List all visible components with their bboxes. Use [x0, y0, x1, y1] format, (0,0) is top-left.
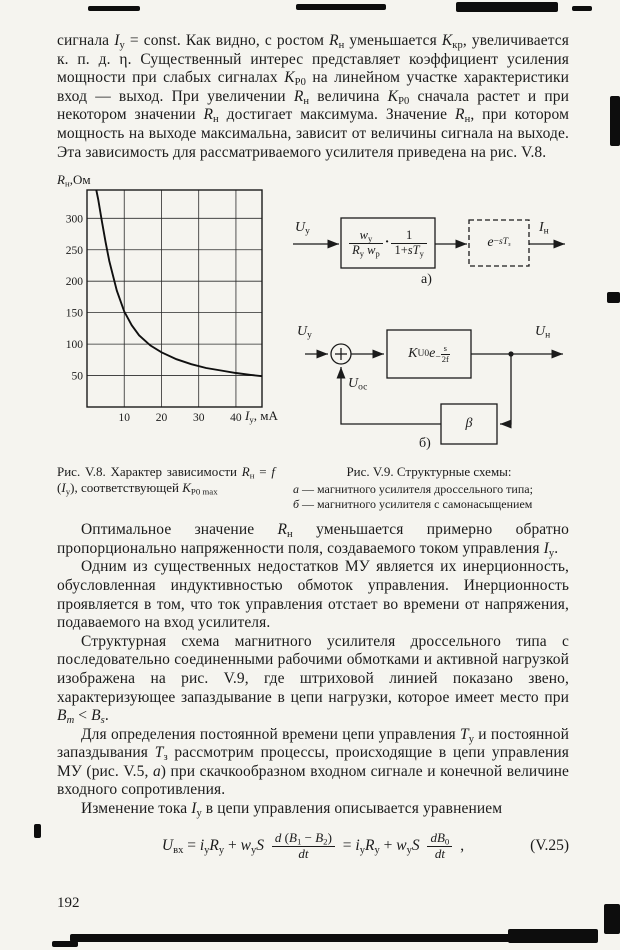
x-tick-label: 10	[118, 412, 130, 425]
fraction-numerator: $w_у$	[349, 229, 383, 244]
equation-comma: ,	[460, 836, 465, 854]
page-content	[57, 32, 569, 865]
captions-row	[57, 464, 569, 511]
feedback-signal-label: $U_{ос}$	[348, 376, 368, 393]
scan-artifact	[607, 292, 620, 303]
chart-y-axis-label: $R_н,Ом$	[57, 172, 91, 189]
equation-lhs: $U_{вх} = i_уR_у + w_уS$	[161, 836, 265, 856]
feedback-path-right	[500, 354, 511, 424]
y-tick-label: 150	[65, 307, 83, 320]
scan-artifact	[296, 4, 386, 10]
paragraph-6: Изменение тока $I_у$ в цепи управления описывается уравнением	[81, 800, 503, 819]
figure-v9-caption-title: Рис. V.9. Структурные схемы:	[346, 464, 512, 480]
fraction-numerator: $dB_0$	[427, 831, 452, 847]
scan-artifact	[508, 929, 598, 943]
x-tick-label: 30	[192, 412, 205, 425]
fraction-denominator: $R_у$ $w_р$	[352, 242, 380, 259]
paragraph-4: Структурная схема магнитного усилителя дроссельного типа с последовательно соединенными рабочими обмотками и активной нагрузкой изображена на рис. V.9, где штриховой линией показано звено, характеризующее запаздывание в цепи нагрузки, которое имеет место при $B_m < B_s$.	[57, 632, 569, 727]
x-tick-label: 40	[230, 412, 242, 425]
page-number: 192	[57, 895, 80, 911]
fraction	[391, 229, 426, 258]
diagram-a	[293, 208, 569, 294]
figure-v8-caption: Рис. V.8. Характер зависимости $R_н = f$ $(I_у)$, соответствующей $K_{Р0 max}$	[57, 464, 275, 497]
y-tick-label: 250	[65, 244, 83, 257]
beta-block: β	[465, 416, 473, 432]
input-signal-label: $U_у$	[295, 220, 310, 237]
scan-artifact	[604, 904, 620, 934]
figure-v8-graph	[57, 172, 278, 458]
fraction-numerator: d $(B_1 - B_2)$	[272, 831, 335, 847]
fraction-denominator: dt	[298, 845, 309, 861]
paragraph-5: Для определения постоянной времени цепи управления $T_у$ и постоянной запаздывания $T_з$ рассмотрим процессы, происходящие в цепи управления МУ (рис. V.5, а) при скачкообразном входном сигнале и конечной величине входного сопротивления.	[57, 725, 569, 799]
transfer-function-block	[341, 218, 435, 268]
y-tick-label: 200	[65, 276, 83, 289]
diagram-a-sublabel: а)	[421, 272, 432, 288]
equation-mid: = $i_уR_у + w_уS$	[342, 836, 420, 856]
chart-v8	[57, 172, 275, 434]
scan-artifact	[70, 934, 512, 942]
fraction-denominator: $1+sT_у$	[394, 242, 424, 259]
fraction	[349, 229, 383, 258]
x-tick-label: 20	[155, 412, 168, 425]
scan-artifact	[52, 941, 78, 947]
figure-v9-caption-item-a: а — магнитного усилителя дроссельного типа;	[293, 482, 533, 497]
figure-v9-caption-item-b: б — магнитного усилителя с самонасыщением	[293, 496, 533, 511]
scan-artifact	[610, 96, 620, 146]
equation-fraction-2	[427, 831, 452, 862]
figure-v9-caption	[289, 464, 569, 511]
gain-block: K U0 e − $\frac{s}{2f}$	[408, 342, 449, 364]
paragraph-2: Оптимальное значение $R_н$ уменьшается примерно обратно пропорционально напряженности поля, создаваемого током управления $I_у$.	[57, 521, 569, 559]
fraction-denominator: dt	[434, 845, 445, 861]
diagram-b-sublabel: б)	[419, 436, 431, 452]
equation-v25	[57, 827, 569, 865]
y-tick-label: 100	[65, 339, 83, 352]
paragraph-1: сигнала $I_у$ = const. Как видно, с ростом $R_н$ уменьшается $K_{кр}$, увеличивается к. п. д. η. Существенный интерес представляет коэффициент усиления мощности при слабых сигналах $K_{Р0}$ на линейном участке характеристики вход — выход. При увеличении $R_н$ величина $K_{Р0}$ сначала растет и при некотором значении $R_н$ достигает максимума. Значение $R_н$, при котором мощность на выходе максимальна, зависит от величины сигнала на выходе. Эта зависимость для рассматриваемого усилителя приведена на рис. V.8.	[57, 32, 570, 161]
scan-artifact	[34, 824, 41, 838]
figure-v9-diagrams	[293, 172, 569, 458]
figures-row	[57, 172, 569, 458]
output-signal-label: $U_н$	[535, 324, 551, 341]
diagram-b	[293, 308, 569, 458]
equation-number: (V.25)	[530, 836, 569, 854]
scan-artifact	[88, 6, 140, 11]
input-signal-label: $U_у$	[297, 324, 312, 341]
scan-artifact	[456, 2, 558, 12]
fraction-numerator: 1	[391, 229, 426, 244]
equation-fraction-1	[272, 831, 335, 862]
y-tick-label: 50	[71, 370, 83, 383]
chart-x-axis-label: $I_у$, мА	[245, 408, 278, 425]
scan-artifact	[572, 6, 592, 11]
y-tick-label: 300	[65, 213, 83, 226]
paragraph-3: Одним из существенных недостатков МУ является их инерционность, обусловленная индуктивностью обмоток управления. Инерционность проявляется в том, что ток управления отстает во времени от напряжения, подаваемого на вход усилителя.	[57, 558, 569, 632]
multiply-dot: ·	[384, 235, 390, 251]
delay-block: e $-sT_з$	[487, 235, 511, 251]
output-signal-label: $I_н$	[539, 220, 549, 237]
